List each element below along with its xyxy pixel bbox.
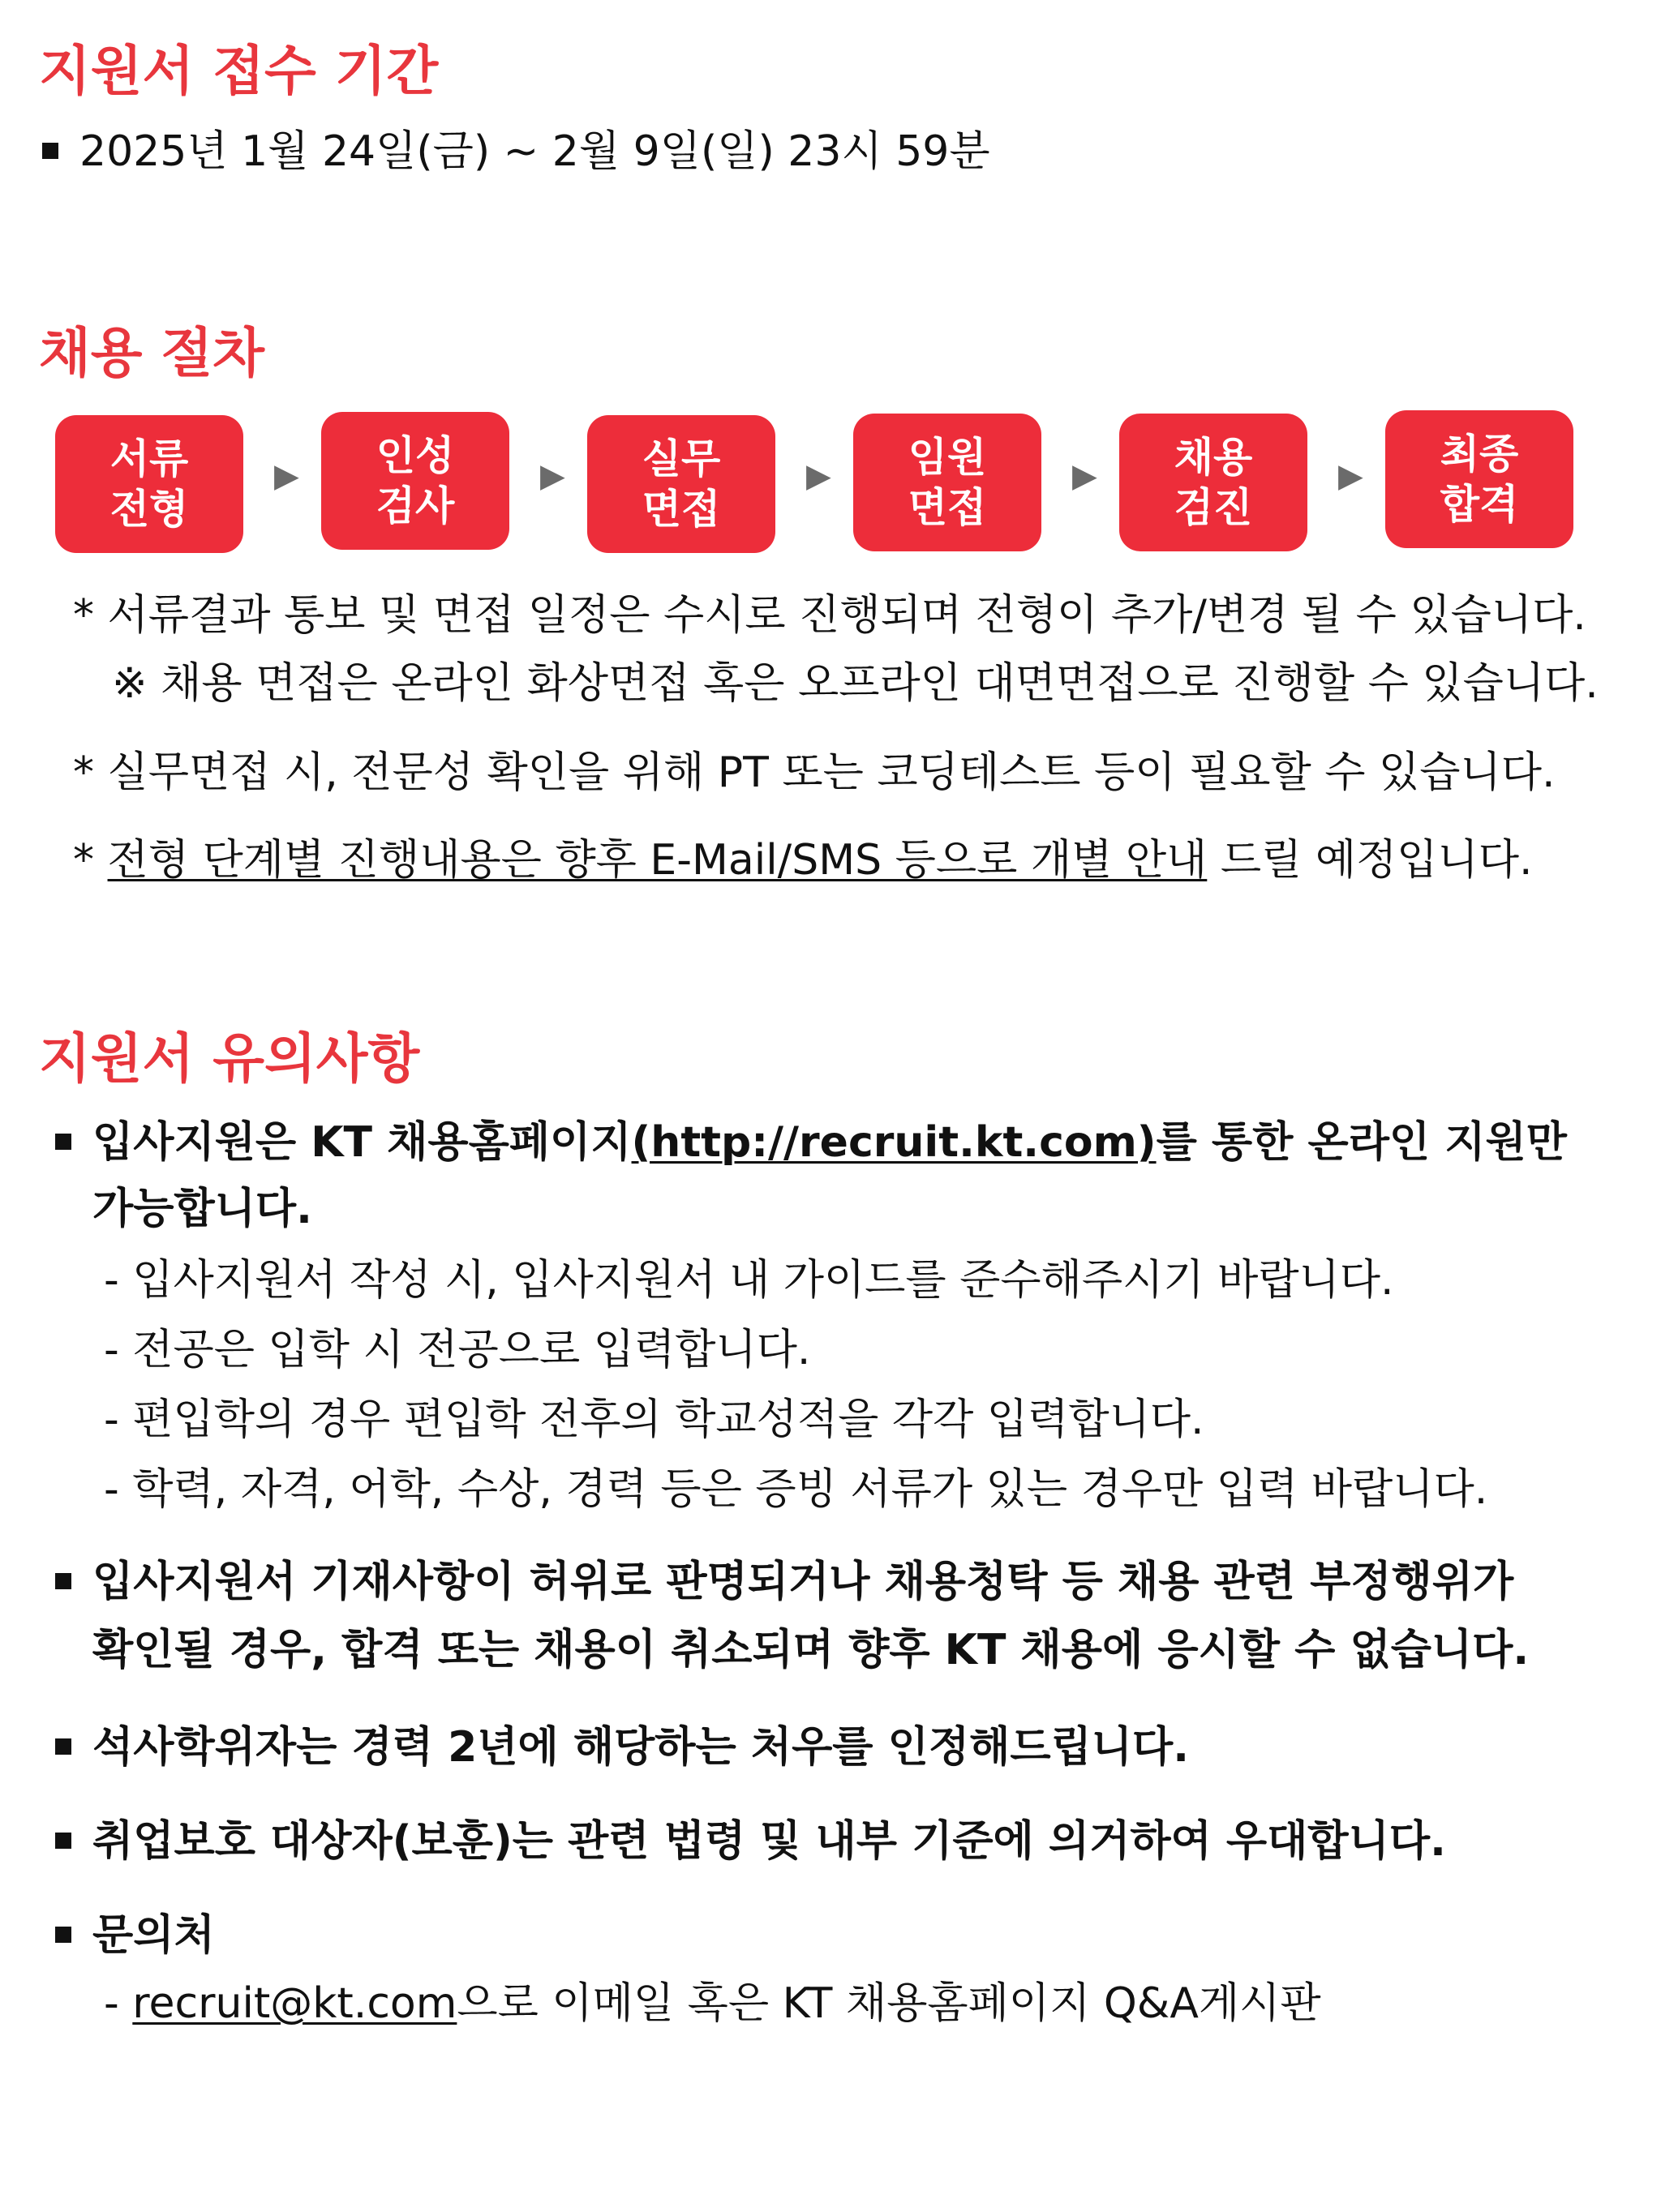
procedure-note-4: * 전형 단계별 진행내용은 향후 E-Mail/SMS 등으로 개별 안내 드릴 예정입니다. [73, 836, 1533, 885]
contact-email-link[interactable]: recruit@kt.com [132, 1979, 457, 2028]
notice-item-2-cont: 확인될 경우, 합격 또는 채용이 취소되며 향후 KT 채용에 응시할 수 없습니다. [92, 1626, 1530, 1674]
notice-sub-1: - 입사지원서 작성 시, 입사지원서 내 가이드를 준수해주시기 바랍니다. [104, 1256, 1394, 1305]
step-personality-test: 인성 검사 [321, 412, 509, 550]
notice-item-1: 입사지원은 KT 채용홈페이지(http://recruit.kt.com)를 통한 온라인 지원만 [55, 1117, 1567, 1168]
procedure-note-2: ※ 채용 면접은 온라인 화상면접 혹은 오프라인 대면면접으로 진행할 수 있습니다. [112, 659, 1599, 708]
procedure-heading: 채용 절차 [39, 322, 265, 384]
notice-item-2: 입사지원서 기재사항이 허위로 판명되거나 채용청탁 등 채용 관련 부정행위가 [55, 1557, 1513, 1607]
arrow-right-icon: ▶ [1072, 457, 1097, 495]
notice-sub-3: - 편입학의 경우 편입학 전후의 학교성적을 각각 입력합니다. [104, 1395, 1204, 1444]
period-heading: 지원서 접수 기간 [39, 40, 439, 102]
notice-sub-2: - 전공은 입학 시 전공으로 입력합니다. [104, 1326, 811, 1374]
arrow-right-icon: ▶ [806, 457, 831, 495]
arrow-right-icon: ▶ [540, 457, 565, 495]
step-working-interview: 실무 면접 [587, 415, 775, 553]
period-text: 2025년 1월 24일(금) ~ 2월 9일(일) 23시 59분 [42, 126, 990, 177]
notice-sub-4: - 학력, 자격, 어학, 수상, 경력 등은 증빙 서류가 있는 경우만 입력 바랍니다. [104, 1465, 1488, 1514]
square-bullet-icon [55, 1738, 71, 1755]
arrow-right-icon: ▶ [1338, 457, 1363, 495]
arrow-right-icon: ▶ [274, 457, 299, 495]
recruit-homepage-link[interactable]: (http://recruit.kt.com) [631, 1118, 1157, 1167]
notice-heading: 지원서 유의사항 [39, 1027, 420, 1090]
square-bullet-icon [55, 1833, 71, 1849]
square-bullet-icon [55, 1134, 71, 1150]
contact-line: - recruit@kt.com으로 이메일 혹은 KT 채용홈페이지 Q&A게시판 [104, 1979, 1321, 2028]
step-medical-checkup: 채용 검진 [1119, 414, 1307, 551]
step-document-screening: 서류 전형 [55, 415, 243, 553]
square-bullet-icon [42, 143, 58, 159]
procedure-note-1: * 서류결과 통보 및 면접 일정은 수시로 진행되며 전형이 추가/변경 될 수 있습니다. [73, 591, 1586, 640]
notice-item-3: 석사학위자는 경력 2년에 해당하는 처우를 인정해드립니다. [55, 1722, 1189, 1773]
procedure-steps [55, 410, 1588, 553]
underlined-notice: 전형 단계별 진행내용은 향후 E-Mail/SMS 등으로 개별 안내 [107, 836, 1208, 885]
square-bullet-icon [55, 1927, 71, 1943]
square-bullet-icon [55, 1573, 71, 1589]
notice-item-5: 문의처 [55, 1910, 215, 1961]
notice-item-1-cont: 가능합니다. [92, 1185, 312, 1233]
step-final-pass: 최종 합격 [1385, 410, 1573, 548]
procedure-note-3: * 실무면접 시, 전문성 확인을 위해 PT 또는 코딩테스트 등이 필요할 수 있습니다. [73, 748, 1556, 797]
step-executive-interview: 임원 면접 [853, 414, 1041, 551]
notice-item-4: 취업보호 대상자(보훈)는 관련 법령 및 내부 기준에 의거하여 우대합니다. [55, 1816, 1446, 1867]
